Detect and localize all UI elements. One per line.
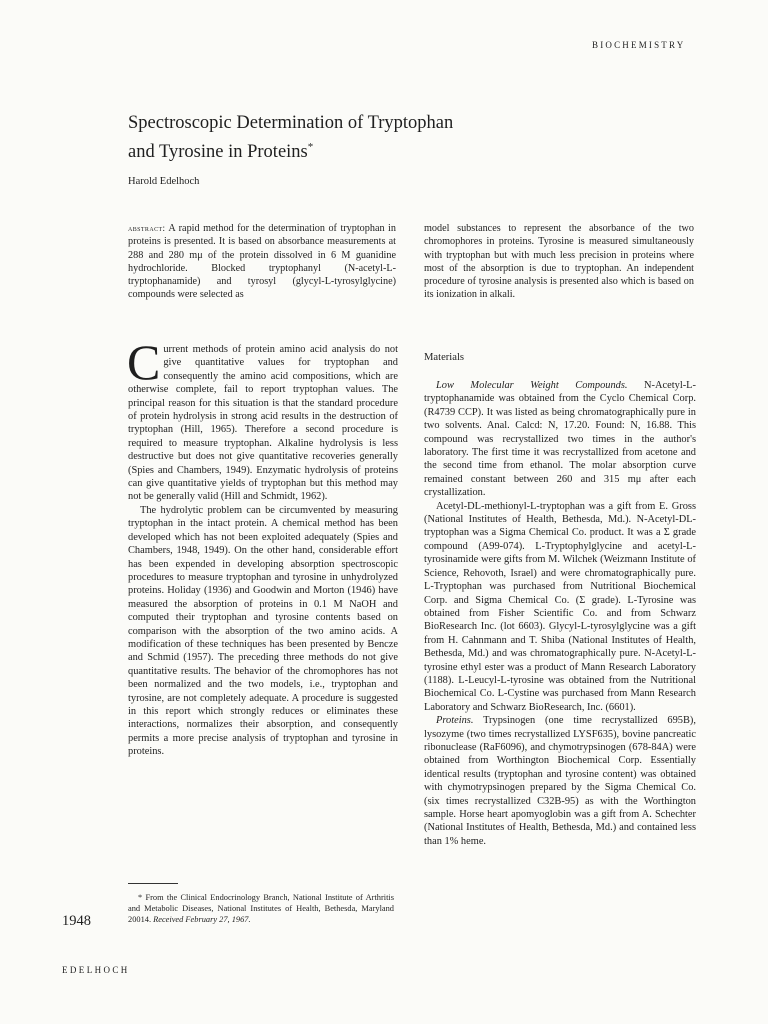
title-footnote-mark: *: [307, 141, 314, 153]
abstract-label: abstract:: [128, 223, 166, 233]
materials-paragraph-3: [424, 714, 696, 848]
abstract-right-text: model substances to represent the absorbance of the two chromophores in proteins. Tyrosine is measured simultaneously with tryptophan but with much less precision in proteins where most of the absorption is due to tryptophan. An independent procedure of tyrosine analysis is presented also which is based on its ionization in alkali.: [424, 223, 694, 301]
footnote-text: * From the Clinical Endocrinology Branch, National Institute of Arthritis and Metabolic Diseases, National Institutes of Health, Bethesda, Maryland 20014.: [128, 893, 394, 924]
materials-p3-lead: Proteins.: [436, 715, 474, 727]
drop-cap: C: [127, 334, 161, 390]
journal-name: BIOCHEMISTRY: [592, 40, 686, 50]
running-footer: EDELHOCH: [62, 965, 130, 975]
title-line-2: and Tyrosine in Proteins: [128, 142, 308, 163]
footnote: [128, 893, 394, 925]
intro-p1-text: urrent methods of protein amino acid analysis do not give quantitative values for tryptophan and consequently the amino acid compositions, which are otherwise complete, fail to report tryptophan values. The principal reason for this situation is that the standard procedure of protein hydrolysis in strong acid results in the destruction of tryptophan (Hill, 1965). Therefore a second procedure is required to measure tryptophan. Alkaline hydrolysis is less destructive but does not give quantitative recoveries generally (Spies and Chambers, 1949). Enzymatic hydrolysis of proteins can give quantitative yields of tryptophan but this method may not be generally valid (Hill and Schmidt, 1962).: [128, 344, 398, 503]
footnote-divider: [128, 883, 178, 884]
intro-column: [127, 334, 398, 759]
materials-p1-text: N-Acetyl-L-tryptophanamide was obtained from the Cyclo Chemical Corp. (R4739 CCP). It was listed as being chromatographically pure in two solvents. Anal. Calcd: N, 17.20. Found: N, 16.88. This compound was recrystallized two times in the author's laboratory. The first time it was recrystallized from acetone and the second time from ethanol. The molar absorption curve remained constant between 260 and 315 mμ after each crystallization.: [424, 380, 696, 499]
abstract-left-column: [128, 222, 396, 302]
abstract-right-column: [424, 222, 694, 302]
author-name: Harold Edelhoch: [128, 176, 200, 187]
materials-p3-text: Trypsinogen (one time recrystallized 695B), lysozyme (two times recrystallized LYSF635), bovine pancreatic ribonuclease (RaF6096), and chymotrypsinogen (678-84A) were obtained from Worthington Biochemical Corp. Essentially identical results (tryptophan and tyrosine content) was obtained with chymotrypsinogen prepared by the Sigma Chemical Co. (six times recrystallized C32B-95) as with the Worthington sample. Horse heart apomyoglobin was a gift from A. Schechter (National Institutes of Health, Bethesda, Md.) and contained less than 1% heme.: [424, 715, 696, 847]
abstract-left-text: A rapid method for the determination of tryptophan in proteins is presented. It is based on absorbance measurements at 288 and 280 mμ of the protein dissolved in 6 M guanidine hydrochloride. Blocked tryptophanyl (N-acetyl-L-tryptophanamide) and tyrosyl (glycyl-L-tyrosylglycine) compounds were selected as: [128, 223, 396, 301]
materials-paragraph-2: Acetyl-DL-methionyl-L-tryptophan was a gift from E. Gross (National Institutes of Health, Bethesda, Md.). N-Acetyl-DL-tryptophan was a Sigma Chemical Co. product. It was a Σ grade compound (A99-074). L-Tryptophylglycine and acetyl-L-tyrosinamide were gifts from M. Wilchek (Weizmann Institute of Science, Rehovoth, Israel) and were chromatographically pure. L-Tryptophan was purchased from Nutritional Biochemical Corp. and Sigma Chemical Co. (Σ grade). L-Tyrosine was obtained from Fisher Scientific Co. and from Schwarz BioResearch Inc. (lot 6603). Glycyl-L-tyrosylglycine was a gift from H. Cahnmann and T. Shiba (National Institutes of Health, Bethesda, Md.) and was chromatographically pure. N-Acetyl-L-tyrosine ethyl ester was a product of Mann Research Laboratory (1188). L-Leucyl-L-tyrosine was obtained from the Nutritional Biochemical Co. L-Cystine was purchased from Mann Research Laboratory and Schwarz BioResearch, Inc. (6601).: [424, 500, 696, 713]
intro-paragraph-1: [127, 334, 398, 504]
article-title: [128, 111, 548, 164]
materials-heading: Materials: [424, 352, 465, 363]
intro-paragraph-2: The hydrolytic problem can be circumvented by measuring tryptophan in the intact protein. A chemical method has been developed which has not been exploited adequately (Spies and Chambers, 1948, 1949). On the other hand, considerable effort has been expended in developing absorption spectroscopic procedures to measure tryptophan and tyrosine in unhydrolyzed proteins. Holiday (1936) and Goodwin and Morton (1946) have measured the absorption of proteins in 0.1 M NaOH and computed their tryptophan and tyrosine contents based on comparison with the absorption of the two amino acids. A modification of these techniques has been presented by Bencze and Schmid (1957). The preceding three methods do not give quantitative results. The behavior of the chromophores has not been normalized and the two models, i.e., tryptophan and tyrosine, are not completely adequate. A procedure is suggested in this report which strongly reduces or eliminates these interactions, normalizes their absorption, and consequently permits a more precise analysis of tryptophan and tyrosine in proteins.: [128, 504, 398, 758]
materials-p1-lead: Low Molecular Weight Compounds.: [436, 380, 628, 391]
page-number: 1948: [62, 913, 91, 929]
footnote-received: Received February 27, 1967.: [153, 914, 251, 924]
materials-paragraph-1: [424, 379, 696, 500]
title-line-1: Spectroscopic Determination of Tryptophan: [128, 113, 454, 133]
materials-column: [424, 379, 696, 848]
